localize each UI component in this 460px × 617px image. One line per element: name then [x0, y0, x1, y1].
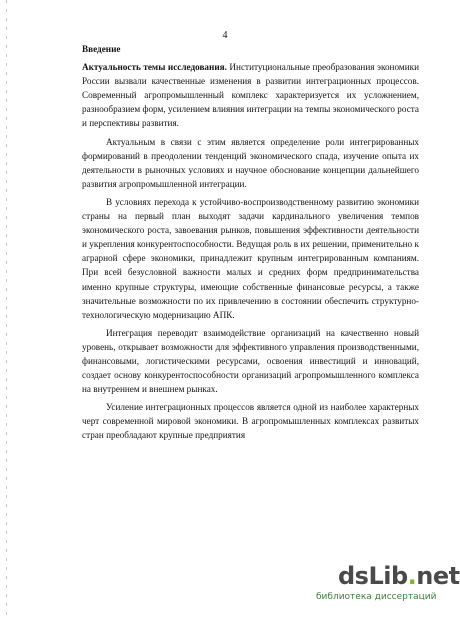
paragraph-text: Актуальным в связи с этим является определение роли интегрированных формирований в преодолении тенденций экономического спада, изучение опыта их деятельности в рыночных условиях и научное обоснование концепции дальнейшего развития агропромышленной интеграции. — [82, 136, 419, 189]
paragraph-text: Институциональные преобразования экономики России вызвали качественные изменения в развитии интеграционных процессов. Современный агропромышленный комплекс характеризуется их усложнением, разнообразием форм, усилением влияния интеграции на темпы экономического роста и перспективы развития. — [82, 62, 419, 129]
scan-edge-marks — [6, 0, 7, 617]
paragraph — [82, 326, 419, 396]
paragraph — [82, 195, 419, 322]
relevance-lead: Актуальность темы исследования. — [82, 62, 227, 73]
paragraph-relevance — [82, 60, 419, 130]
document-body — [82, 42, 419, 447]
dslib-logo — [338, 562, 460, 590]
logo-tld: net — [416, 562, 460, 590]
paragraph-text: В условиях перехода к устойчиво-воспроизводственному развитию экономики страны на первый план выходят задачи кардинального увеличения темпов экономического роста, завоевания рынков, повышения эффективности деятельности и укрепления конкурентоспособности. Ведущая роль в их решении, применительно к аграрной сфере экономики, принадлежит крупным интегрированным компаниям. При всей безусловной важности малых и средних форм предпринимательства именно крупные структуры, имеющие собственные финансовые ресурсы, а также значительные возможности по их привлечению в состоянии обеспечить структурно-технологическую модернизацию АПК. — [82, 196, 419, 320]
paragraph — [82, 400, 419, 442]
paragraph-text: Интеграция переводит взаимодействие организаций на качественно новый уровень, открывает возможности для эффективного управления производственными, финансовыми, логистическими ресурсами, освоения инвестиций и инноваций, создает основу конкурентоспособности организаций агропромышленного комплекса на внутреннем и внешнем рынках. — [82, 327, 419, 395]
paragraph-text: Усиление интеграционных процессов является одной из наиболее характерных черт современной мировой экономики. В агропромышленных комплексах развитых стран преобладают крупные предприятия — [82, 402, 419, 441]
logo-dot: . — [407, 562, 417, 590]
paragraph — [82, 135, 419, 191]
logo-main: dsLib — [338, 562, 408, 590]
page-number: 4 — [222, 30, 228, 41]
dslib-watermark — [316, 562, 460, 614]
section-heading: Введение — [82, 44, 121, 54]
watermark-subtitle: библиотека диссертаций — [316, 592, 437, 602]
